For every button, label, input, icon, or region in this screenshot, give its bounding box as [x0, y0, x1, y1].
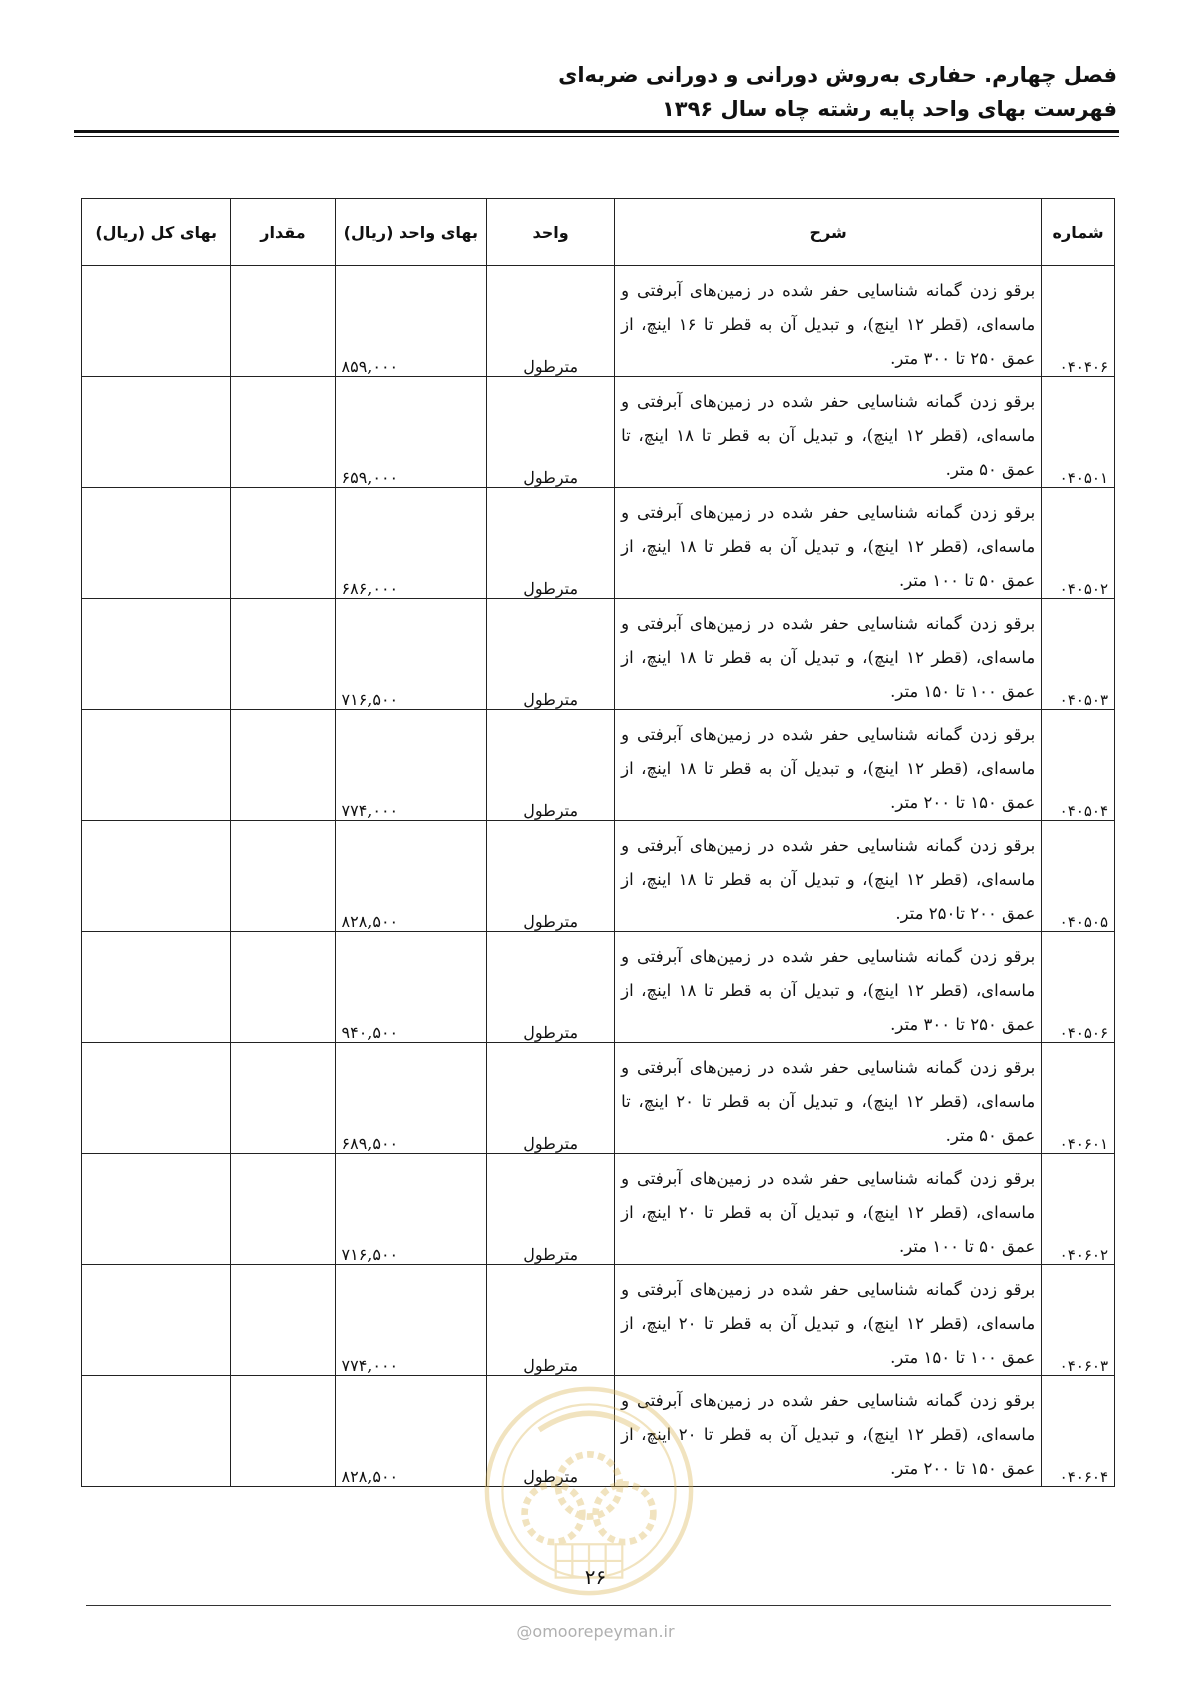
header-unit-price: بهای واحد (ریال) [335, 199, 487, 266]
row-number: ۰۴۰۴۰۶ [1042, 266, 1115, 377]
header-rule-thick [74, 130, 1119, 133]
table-row [82, 932, 1115, 1043]
row-unit: مترطول [487, 1265, 615, 1376]
row-quantity [231, 710, 335, 821]
row-quantity [231, 1376, 335, 1487]
header-number: شماره [1042, 199, 1115, 266]
row-total-price [82, 1154, 231, 1265]
row-description: برقو زدن گمانه شناسایی حفر شده در زمین‌های آبرفتی و ماسه‌ای، (قطر ۱۲ اینچ)، و تبدیل آن به قطر تا ۲۰ اینچ، از عمق ۱۵۰ تا ۲۰۰ متر. [615, 1376, 1042, 1487]
table-row [82, 1265, 1115, 1376]
row-number: ۰۴۰۵۰۱ [1042, 377, 1115, 488]
row-description: برقو زدن گمانه شناسایی حفر شده در زمین‌های آبرفتی و ماسه‌ای، (قطر ۱۲ اینچ)، و تبدیل آن به قطر تا ۲۰ اینچ، از عمق ۱۰۰ تا ۱۵۰ متر. [615, 1265, 1042, 1376]
row-unit-price: ۹۴۰,۵۰۰ [335, 932, 487, 1043]
header-unit: واحد [487, 199, 615, 266]
row-unit: مترطول [487, 377, 615, 488]
row-description: برقو زدن گمانه شناسایی حفر شده در زمین‌های آبرفتی و ماسه‌ای، (قطر ۱۲ اینچ)، و تبدیل آن به قطر تا ۱۸ اینچ، از عمق ۲۵۰ تا ۳۰۰ متر. [615, 932, 1042, 1043]
price-list-table [81, 198, 1115, 1487]
row-total-price [82, 1265, 231, 1376]
row-unit: مترطول [487, 1154, 615, 1265]
row-description: برقو زدن گمانه شناسایی حفر شده در زمین‌های آبرفتی و ماسه‌ای، (قطر ۱۲ اینچ)، و تبدیل آن به قطر تا ۱۸ اینچ، از عمق ۲۰۰ تا۲۵۰ متر. [615, 821, 1042, 932]
row-unit-price: ۷۱۶,۵۰۰ [335, 1154, 487, 1265]
row-quantity [231, 1154, 335, 1265]
row-number: ۰۴۰۶۰۳ [1042, 1265, 1115, 1376]
page-number: ۲۶ [584, 1565, 607, 1589]
row-number: ۰۴۰۵۰۶ [1042, 932, 1115, 1043]
row-total-price [82, 710, 231, 821]
row-quantity [231, 1265, 335, 1376]
row-total-price [82, 1376, 231, 1487]
row-total-price [82, 1043, 231, 1154]
row-description: برقو زدن گمانه شناسایی حفر شده در زمین‌های آبرفتی و ماسه‌ای، (قطر ۱۲ اینچ)، و تبدیل آن به قطر تا ۱۶ اینچ، از عمق ۲۵۰ تا ۳۰۰ متر. [615, 266, 1042, 377]
row-quantity [231, 932, 335, 1043]
row-description: برقو زدن گمانه شناسایی حفر شده در زمین‌های آبرفتی و ماسه‌ای، (قطر ۱۲ اینچ)، و تبدیل آن به قطر تا ۱۸ اینچ، از عمق ۱۵۰ تا ۲۰۰ متر. [615, 710, 1042, 821]
row-unit: مترطول [487, 1043, 615, 1154]
table-row [82, 1154, 1115, 1265]
row-unit-price: ۷۱۶,۵۰۰ [335, 599, 487, 710]
row-total-price [82, 488, 231, 599]
table-header-row [82, 199, 1115, 266]
row-quantity [231, 488, 335, 599]
row-description: برقو زدن گمانه شناسایی حفر شده در زمین‌های آبرفتی و ماسه‌ای، (قطر ۱۲ اینچ)، و تبدیل آن به قطر تا ۱۸ اینچ، تا عمق ۵۰ متر. [615, 377, 1042, 488]
table-row [82, 710, 1115, 821]
row-quantity [231, 266, 335, 377]
table-row [82, 488, 1115, 599]
header-quantity: مقدار [231, 199, 335, 266]
row-number: ۰۴۰۶۰۲ [1042, 1154, 1115, 1265]
row-number: ۰۴۰۵۰۲ [1042, 488, 1115, 599]
row-unit-price: ۷۷۴,۰۰۰ [335, 710, 487, 821]
row-quantity [231, 1043, 335, 1154]
row-total-price [82, 599, 231, 710]
table-row [82, 599, 1115, 710]
table-row [82, 821, 1115, 932]
row-unit-price: ۸۲۸,۵۰۰ [335, 821, 487, 932]
row-unit: مترطول [487, 488, 615, 599]
row-total-price [82, 932, 231, 1043]
row-unit-price: ۸۲۸,۵۰۰ [335, 1376, 487, 1487]
row-number: ۰۴۰۵۰۵ [1042, 821, 1115, 932]
row-total-price [82, 821, 231, 932]
footer-rule [86, 1605, 1111, 1606]
row-quantity [231, 821, 335, 932]
row-unit: مترطول [487, 1376, 615, 1487]
list-title: فهرست بهای واحد پایه رشته چاه سال ۱۳۹۶ [661, 97, 1117, 121]
row-description: برقو زدن گمانه شناسایی حفر شده در زمین‌های آبرفتی و ماسه‌ای، (قطر ۱۲ اینچ)، و تبدیل آن به قطر تا ۲۰ اینچ، تا عمق ۵۰ متر. [615, 1043, 1042, 1154]
chapter-title: فصل چهارم. حفاری به‌روش دورانی و دورانی ضربه‌ای [558, 63, 1117, 87]
header-rule-thin [74, 136, 1119, 137]
row-quantity [231, 599, 335, 710]
row-description: برقو زدن گمانه شناسایی حفر شده در زمین‌های آبرفتی و ماسه‌ای، (قطر ۱۲ اینچ)، و تبدیل آن به قطر تا ۲۰ اینچ، از عمق ۵۰ تا ۱۰۰ متر. [615, 1154, 1042, 1265]
row-number: ۰۴۰۵۰۴ [1042, 710, 1115, 821]
row-total-price [82, 266, 231, 377]
page-header [67, 58, 1117, 126]
header-description: شرح [615, 199, 1042, 266]
row-total-price [82, 377, 231, 488]
table-row [82, 1043, 1115, 1154]
row-unit-price: ۶۵۹,۰۰۰ [335, 377, 487, 488]
site-url: @omoorepeyman.ir [516, 1622, 675, 1641]
header-total-price: بهای کل (ریال) [82, 199, 231, 266]
row-unit: مترطول [487, 821, 615, 932]
row-unit-price: ۷۷۴,۰۰۰ [335, 1265, 487, 1376]
row-number: ۰۴۰۶۰۴ [1042, 1376, 1115, 1487]
row-unit: مترطول [487, 932, 615, 1043]
row-number: ۰۴۰۶۰۱ [1042, 1043, 1115, 1154]
row-unit-price: ۶۸۶,۰۰۰ [335, 488, 487, 599]
row-unit: مترطول [487, 266, 615, 377]
row-unit: مترطول [487, 710, 615, 821]
row-description: برقو زدن گمانه شناسایی حفر شده در زمین‌های آبرفتی و ماسه‌ای، (قطر ۱۲ اینچ)، و تبدیل آن به قطر تا ۱۸ اینچ، از عمق ۱۰۰ تا ۱۵۰ متر. [615, 599, 1042, 710]
row-unit: مترطول [487, 599, 615, 710]
table-row [82, 266, 1115, 377]
table-row [82, 377, 1115, 488]
row-unit-price: ۸۵۹,۰۰۰ [335, 266, 487, 377]
row-description: برقو زدن گمانه شناسایی حفر شده در زمین‌های آبرفتی و ماسه‌ای، (قطر ۱۲ اینچ)، و تبدیل آن به قطر تا ۱۸ اینچ، از عمق ۵۰ تا ۱۰۰ متر. [615, 488, 1042, 599]
row-unit-price: ۶۸۹,۵۰۰ [335, 1043, 487, 1154]
row-quantity [231, 377, 335, 488]
row-number: ۰۴۰۵۰۳ [1042, 599, 1115, 710]
